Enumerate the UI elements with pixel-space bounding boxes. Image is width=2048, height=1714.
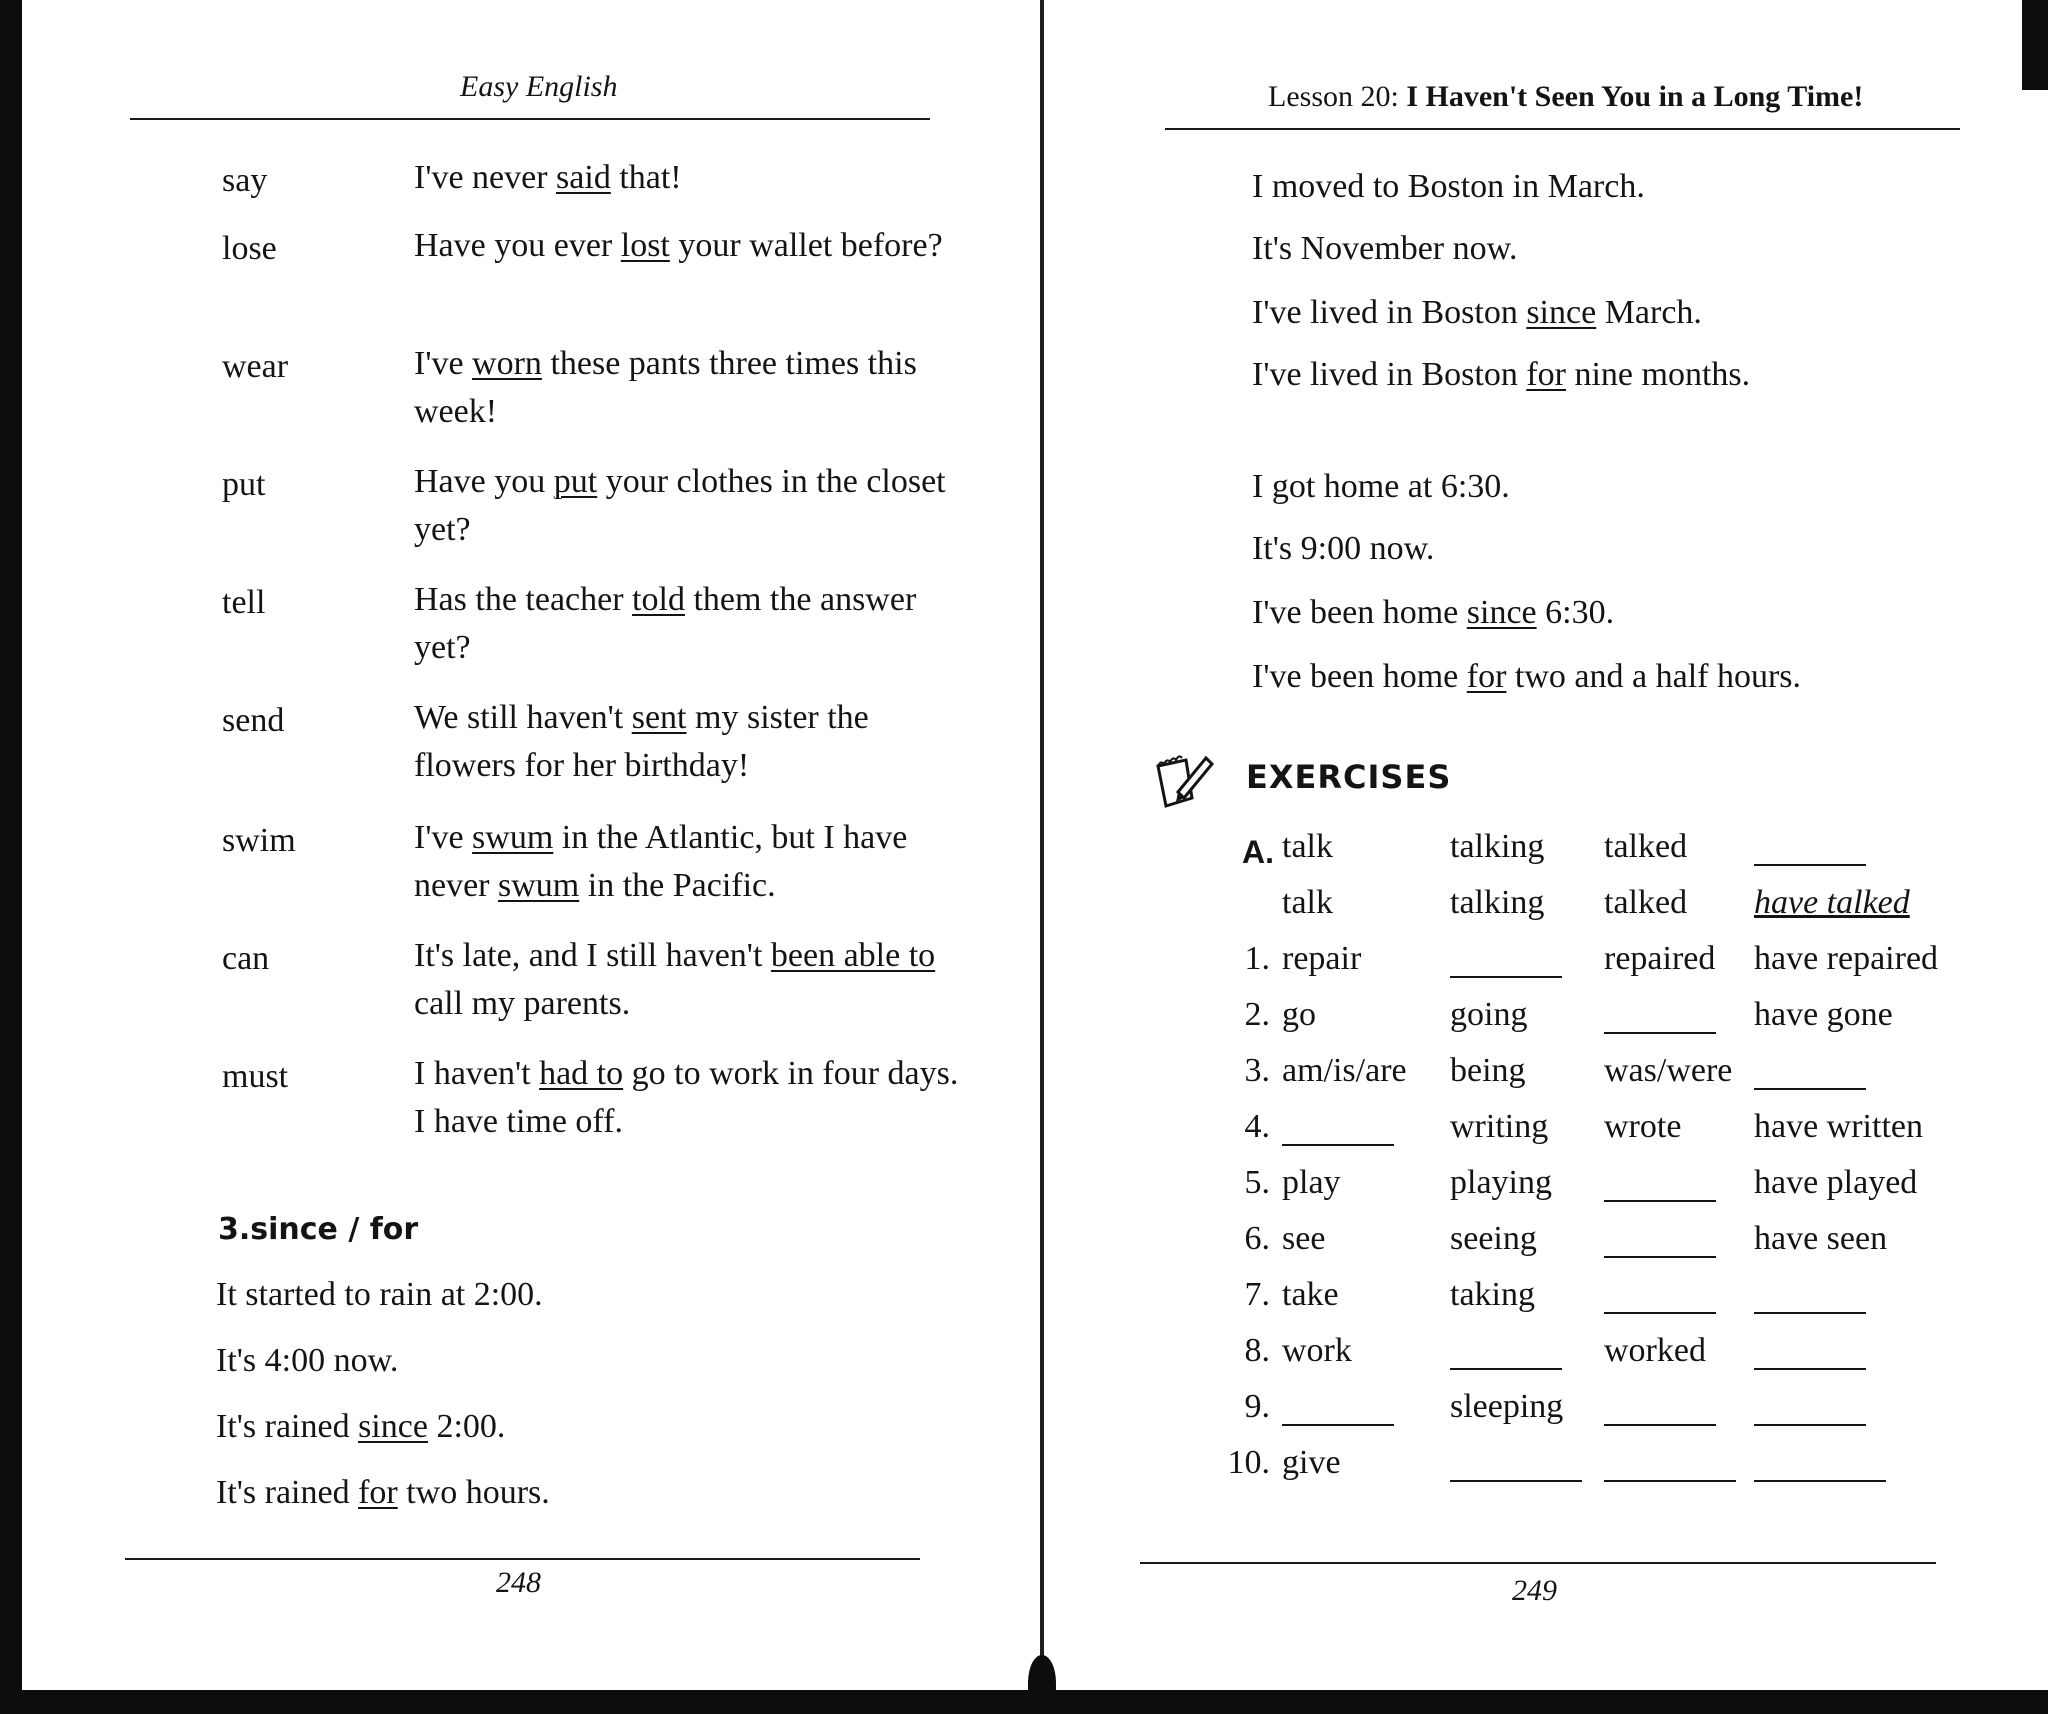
example-sentence — [414, 1050, 974, 1146]
verb-form: seeing — [1450, 1220, 1537, 1257]
verb-form: repaired — [1604, 940, 1716, 977]
blank-cell[interactable] — [1754, 1332, 1866, 1370]
sentence-text: my sister the flowers for her birthday! — [414, 699, 869, 784]
verb-form: wrote — [1604, 1108, 1682, 1145]
answer-blank[interactable] — [1604, 1164, 1716, 1202]
underlined-word: since — [1466, 594, 1537, 631]
footer-rule — [125, 1558, 920, 1560]
book-gutter — [1040, 0, 1044, 1690]
verb-wear: wear — [222, 348, 289, 385]
row-number: 5. — [1244, 1164, 1270, 1201]
example-sentence — [414, 576, 974, 672]
underlined-word: for — [1466, 658, 1507, 695]
sentence-text: We still haven't — [414, 699, 632, 736]
blank-cell[interactable] — [1754, 1444, 1886, 1482]
sentence-text: two and a half hours. — [1506, 658, 1802, 695]
sentence-text: It's rained — [216, 1474, 359, 1511]
table-row — [1210, 828, 1970, 884]
example-line — [216, 1276, 543, 1314]
sentence-text: I've lived in Boston — [1252, 294, 1527, 331]
verb-can: can — [222, 940, 270, 977]
example-sentence — [414, 222, 974, 270]
table-row — [1210, 1052, 1970, 1108]
answer-blank[interactable] — [1754, 1276, 1866, 1314]
verb-form: repair — [1282, 940, 1362, 977]
answer-blank[interactable] — [1754, 1388, 1866, 1426]
example-sentence — [414, 814, 974, 910]
verb-form: going — [1450, 996, 1528, 1033]
sentence-text: March. — [1596, 294, 1702, 331]
answer-blank[interactable] — [1604, 996, 1716, 1034]
example-line — [1252, 530, 1434, 568]
example-line — [1252, 594, 1614, 632]
verb-form: have seen — [1754, 1220, 1888, 1257]
section-heading: 3.since / for — [218, 1212, 419, 1247]
sentence-text: these pants three times this week! — [414, 345, 917, 430]
verb-must: must — [222, 1058, 289, 1095]
notepad-pencil-icon — [1152, 752, 1218, 814]
blank-cell[interactable] — [1450, 1444, 1582, 1482]
blank-cell[interactable] — [1450, 940, 1562, 978]
underlined-word: since — [1526, 294, 1597, 331]
running-head-lesson — [1268, 80, 1863, 114]
blank-cell[interactable] — [1604, 1276, 1716, 1314]
verb-form: sleeping — [1450, 1388, 1564, 1425]
example-sentence — [414, 932, 974, 1028]
verb-say: say — [222, 162, 268, 199]
verb-form: talked — [1604, 828, 1688, 865]
blank-cell[interactable] — [1754, 1052, 1866, 1090]
running-head: Easy English — [460, 70, 618, 103]
sentence-text: I've lived in Boston — [1252, 356, 1527, 393]
underlined-word: been able to — [770, 937, 936, 974]
blank-cell[interactable] — [1282, 1108, 1394, 1146]
underlined-word: told — [632, 581, 685, 618]
verb-form: talked — [1604, 884, 1688, 921]
table-row — [1210, 940, 1970, 996]
example-line — [216, 1474, 550, 1512]
row-number: 9. — [1244, 1388, 1270, 1425]
example-line — [1252, 356, 1750, 394]
lesson-prefix: Lesson 20: — [1268, 80, 1399, 113]
lesson-title: I Haven't Seen You in a Long Time! — [1406, 80, 1864, 113]
verb-form: have repaired — [1754, 940, 1939, 977]
sentence-text: in the Pacific. — [579, 867, 776, 904]
blank-cell[interactable] — [1754, 1388, 1866, 1426]
table-row — [1210, 996, 1970, 1052]
example-sentence — [414, 340, 974, 436]
underlined-word: sent — [631, 699, 687, 736]
table-row — [1210, 884, 1970, 940]
example-line — [1252, 294, 1702, 332]
scan-left-edge — [0, 0, 22, 1714]
row-number: 3. — [1244, 1052, 1270, 1089]
underlined-word: for — [1526, 356, 1566, 393]
sentence-text: I've been home — [1252, 658, 1467, 695]
book-spine-shadow — [1028, 1655, 1056, 1710]
table-row — [1210, 1164, 1970, 1220]
verb-form: talk — [1282, 884, 1333, 921]
page-number: 249 — [1512, 1574, 1557, 1607]
verb-form: writing — [1450, 1108, 1549, 1145]
verb-form: playing — [1450, 1164, 1552, 1201]
sentence-text: I haven't — [414, 1055, 540, 1092]
sentence-text: that! — [610, 159, 682, 196]
underlined-word: worn — [472, 345, 542, 382]
underlined-word: put — [553, 463, 598, 500]
sentence-text: I've — [414, 345, 473, 382]
answer-blank[interactable] — [1282, 1388, 1394, 1426]
underlined-word: since — [358, 1408, 428, 1445]
table-row — [1210, 1332, 1970, 1388]
blank-cell[interactable] — [1754, 828, 1866, 866]
blank-cell[interactable] — [1282, 1388, 1394, 1426]
example-sentence — [414, 154, 974, 202]
exercise-label: A. — [1242, 834, 1274, 870]
verb-form: worked — [1604, 1332, 1706, 1369]
answer-blank[interactable] — [1754, 1444, 1886, 1482]
verb-form: see — [1282, 1220, 1326, 1257]
sentence-text: Have you ever — [414, 227, 621, 264]
sentence-text: It's rained — [216, 1408, 359, 1445]
answer-blank[interactable] — [1754, 1052, 1866, 1090]
row-number: 7. — [1244, 1276, 1270, 1313]
verb-put: put — [222, 466, 266, 503]
answer-blank[interactable] — [1604, 1220, 1716, 1258]
verb-form: give — [1282, 1444, 1341, 1481]
verb-form: being — [1450, 1052, 1526, 1089]
verb-swim: swim — [222, 822, 296, 859]
sentence-text: I've never — [414, 159, 557, 196]
verb-tell: tell — [222, 584, 266, 621]
sentence-text: It started to rain at 2:00. — [216, 1276, 543, 1313]
underlined-word: said — [556, 159, 611, 196]
example-line — [216, 1342, 398, 1380]
sentence-text: It's 9:00 now. — [1252, 530, 1435, 567]
verb-send: send — [222, 702, 285, 739]
verb-form: take — [1282, 1276, 1339, 1313]
example-line — [1252, 230, 1517, 268]
sentence-text: nine months. — [1565, 356, 1751, 393]
answer-blank[interactable] — [1604, 1388, 1716, 1426]
sentence-text: It's late, and I still haven't — [414, 937, 771, 974]
row-number: 4. — [1244, 1108, 1270, 1145]
answer-blank[interactable] — [1604, 1276, 1716, 1314]
sentence-text: Have you — [414, 463, 554, 500]
answer-blank[interactable] — [1450, 940, 1562, 978]
blank-cell[interactable] — [1604, 1444, 1736, 1482]
verb-form: go — [1282, 996, 1316, 1033]
table-row — [1210, 1276, 1970, 1332]
row-number: 10. — [1227, 1444, 1270, 1481]
sentence-text: call my parents. — [414, 985, 631, 1022]
verb-form: play — [1282, 1164, 1341, 1201]
underlined-word: swum — [498, 867, 580, 904]
scan-bottom-edge — [0, 1690, 2048, 1714]
verb-form: have gone — [1754, 996, 1893, 1033]
footer-rule — [1140, 1562, 1936, 1564]
sentence-text: 2:00. — [427, 1408, 506, 1445]
underlined-word: lost — [620, 227, 670, 264]
header-rule — [1165, 128, 1960, 130]
sentence-text: It's 4:00 now. — [216, 1342, 399, 1379]
sentence-text: I've — [414, 819, 473, 856]
verb-form: was/were — [1604, 1052, 1733, 1089]
answer-blank[interactable] — [1282, 1108, 1394, 1146]
sentence-text: two hours. — [397, 1474, 550, 1511]
verb-form: have played — [1754, 1164, 1918, 1201]
table-row — [1210, 1220, 1970, 1276]
blank-cell[interactable] — [1604, 1388, 1716, 1426]
table-row — [1210, 1388, 1970, 1444]
example-line — [1252, 168, 1645, 206]
blank-cell[interactable] — [1754, 1276, 1866, 1314]
row-number: 6. — [1244, 1220, 1270, 1257]
answer-blank[interactable] — [1450, 1444, 1582, 1482]
blank-cell[interactable] — [1604, 1220, 1716, 1258]
underlined-word: for — [358, 1474, 398, 1511]
page-number: 248 — [496, 1566, 541, 1599]
answer-blank[interactable] — [1450, 1332, 1562, 1370]
verb-form: taking — [1450, 1276, 1535, 1313]
verb-form: have talked — [1754, 884, 1910, 921]
sentence-text: It's November now. — [1252, 230, 1518, 267]
sentence-text: I've been home — [1252, 594, 1467, 631]
sentence-text: I got home at 6:30. — [1252, 468, 1510, 505]
answer-blank[interactable] — [1604, 1444, 1736, 1482]
verb-form: work — [1282, 1332, 1352, 1369]
row-number: 8. — [1244, 1332, 1270, 1369]
blank-cell[interactable] — [1450, 1332, 1562, 1370]
exercises-heading: EXERCISES — [1246, 758, 1452, 796]
blank-cell[interactable] — [1604, 996, 1716, 1034]
scan-right-edge — [2022, 0, 2048, 90]
row-number: 2. — [1244, 996, 1270, 1033]
example-line — [216, 1408, 505, 1446]
example-sentence — [414, 694, 974, 790]
table-row — [1210, 1444, 1970, 1500]
answer-blank[interactable] — [1754, 828, 1866, 866]
sentence-text: Has the teacher — [414, 581, 633, 618]
underlined-word: swum — [472, 819, 554, 856]
verb-form: talk — [1282, 828, 1333, 865]
sentence-text: them the answer yet? — [414, 581, 917, 666]
example-line — [1252, 658, 1801, 696]
sentence-text: 6:30. — [1536, 594, 1615, 631]
example-line — [1252, 468, 1510, 506]
sentence-text: I moved to Boston in March. — [1252, 168, 1645, 205]
exercise-table — [1210, 828, 1970, 1508]
answer-blank[interactable] — [1754, 1332, 1866, 1370]
row-number: 1. — [1244, 940, 1270, 977]
sentence-text: your wallet before? — [669, 227, 943, 264]
sentence-text: your clothes in the closet yet? — [414, 463, 946, 548]
verb-form: am/is/are — [1282, 1052, 1407, 1089]
blank-cell[interactable] — [1604, 1164, 1716, 1202]
verb-form: have written — [1754, 1108, 1923, 1145]
sentence-text: go to work in four days. I have time off. — [414, 1055, 959, 1140]
table-row — [1210, 1108, 1970, 1164]
verb-form: talking — [1450, 884, 1545, 921]
example-sentence — [414, 458, 974, 554]
underlined-word: had to — [539, 1055, 624, 1092]
verb-form: talking — [1450, 828, 1545, 865]
sentence-text: in the Atlantic, but I have never — [414, 819, 908, 904]
header-rule — [130, 118, 930, 120]
verb-lose: lose — [222, 230, 277, 267]
